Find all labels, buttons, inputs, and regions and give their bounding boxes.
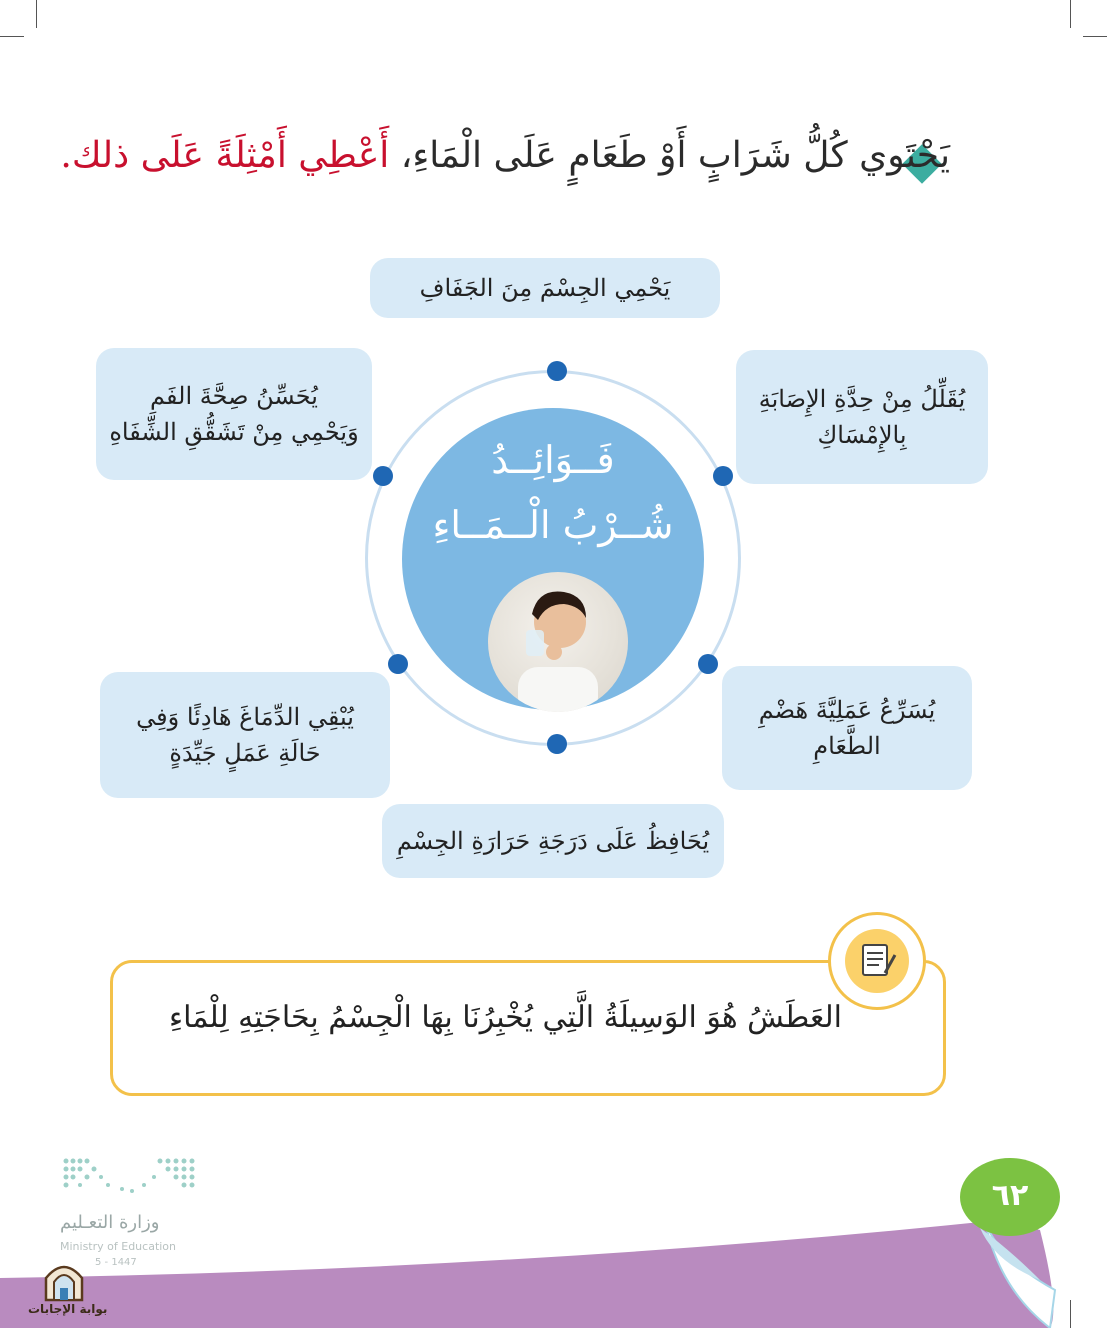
crop-mark — [36, 0, 37, 28]
ministry-year: 5 - 1447 — [95, 1257, 137, 1268]
note-badge — [828, 912, 926, 1010]
ministry-name-en: Ministry of Education — [60, 1240, 177, 1253]
benefit-top-right-line2: بِالإِمْسَاكِ — [817, 421, 907, 449]
note-text: العَطَشُ هُوَ الوَسِيلَةُ الَّتِي يُخْبِرُنَا بِهَا الْجِسْمُ بِحَاجَتِهِ لِلْمَاءِ — [168, 1000, 842, 1035]
center-title-line2: شُــرْبُ الْــمَــاءِ — [432, 503, 674, 547]
ministry-name-ar: وزارة التعـليم — [60, 1212, 160, 1233]
benefit-bottom-text: يُحَافِظُ عَلَى دَرَجَةِ حَرَارَةِ الجِسْمِ — [396, 827, 710, 855]
benefit-top-left-line2: وَيَحْمِي مِنْ تَشَقُّقِ الشِّفَاهِ — [109, 418, 359, 446]
benefit-top-right-line1: يُقَلِّلُ مِنْ حِدَّةِ الإِصَابَةِ — [758, 385, 966, 413]
page-number: ٦٢ — [991, 1178, 1029, 1213]
ring-dot — [698, 654, 718, 674]
benefit-bottom-right-line1: يُسَرِّعُ عَمَلِيَّةَ هَضْمِ — [758, 696, 936, 724]
ministry-logo-icon — [60, 1155, 200, 1205]
benefit-bottom-right-line2: الطَّعَامِ — [813, 732, 881, 760]
site-logo-icon — [40, 1258, 88, 1302]
notes-icon — [845, 929, 909, 993]
benefit-bottom-left — [100, 672, 390, 798]
ring-dot — [373, 466, 393, 486]
ring-dot — [388, 654, 408, 674]
benefit-bottom-right — [722, 666, 972, 790]
question-main: يَحْتَوي كُلُّ شَرَابٍ أَوْ طَعَامٍ عَلَى الْمَاءِ، — [400, 135, 950, 176]
page-number-badge — [960, 1158, 1060, 1236]
crop-mark — [1070, 0, 1071, 28]
benefit-top — [370, 258, 720, 318]
ring-dot — [547, 361, 567, 381]
benefit-top-left — [96, 348, 372, 480]
child-drinking-photo — [488, 572, 628, 712]
benefit-bottom-left-line1: يُبْقِي الدِّمَاغَ هَادِئًا وَفِي — [136, 703, 354, 731]
crop-mark — [0, 36, 24, 37]
benefit-top-text: يَحْمِي الجِسْمَ مِنَ الجَفَافِ — [419, 274, 671, 302]
ring-dot — [713, 466, 733, 486]
site-name: بوابة الإجابات — [28, 1302, 108, 1316]
center-title-line1: فَــوَائِــدُ — [491, 438, 615, 482]
benefit-bottom-left-line2: حَالَةِ عَمَلٍ جَيِّدَةٍ — [169, 739, 321, 767]
ring-dot — [547, 734, 567, 754]
benefit-top-left-line1: يُحَسِّنُ صِحَّةَ الفَمِ — [150, 382, 318, 410]
question-text — [60, 135, 950, 176]
benefit-bottom — [382, 804, 724, 878]
benefit-top-right — [736, 350, 988, 484]
crop-mark — [1083, 36, 1107, 37]
question-prompt: أَعْطِي أَمْثِلَةً عَلَى ذلك. — [60, 135, 390, 176]
